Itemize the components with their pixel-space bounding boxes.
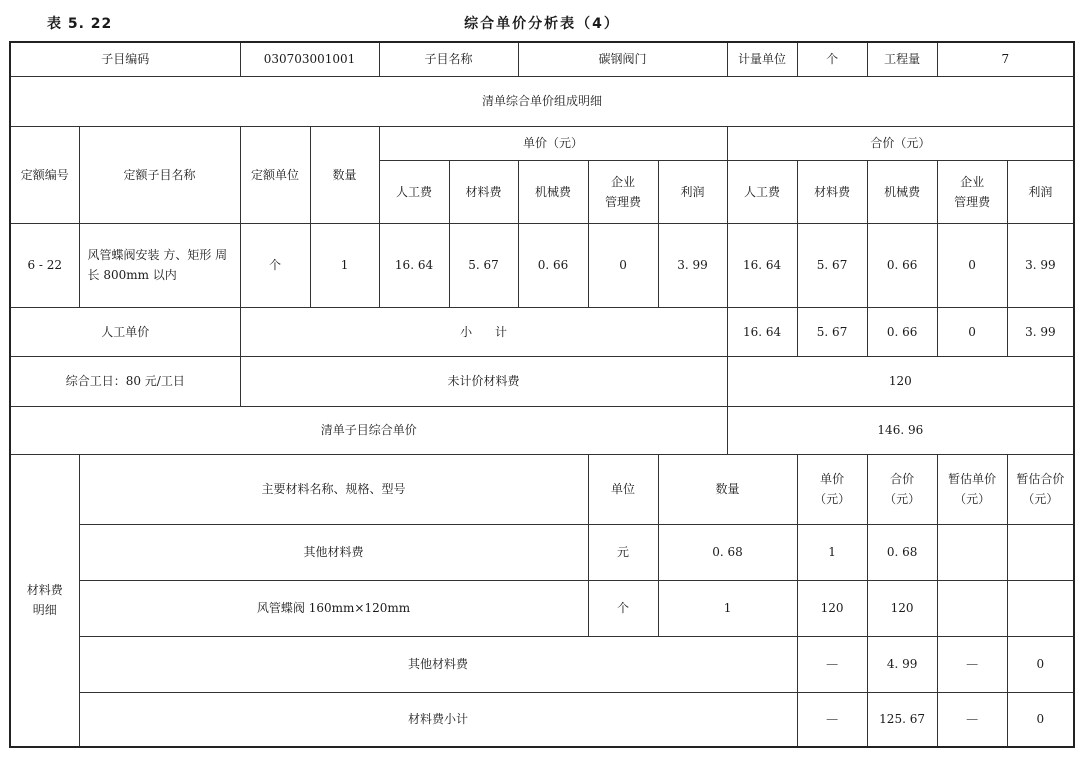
material-row (10, 580, 1074, 636)
unit-machine-value: 0. 66 (518, 223, 588, 307)
col-material-unit-price: 单价 （元） (797, 454, 867, 524)
col-quota-name: 定额子目名称 (79, 126, 240, 223)
col-quantity: 数量 (310, 126, 379, 223)
quota-name: 风管蝶阀安装 方、矩形 周长 800mm 以内 (79, 223, 240, 307)
quantity-value: 7 (937, 42, 1074, 76)
labor-unit-price-label: 人工单价 (10, 307, 240, 356)
col-unit-profit: 利润 (658, 160, 727, 223)
workday-rate: 综合工日：80 元/工日 (10, 356, 240, 406)
material-detail-label: 材料费 明细 (10, 454, 79, 747)
header-row (10, 42, 1074, 76)
table-number: 表 5. 22 (47, 16, 113, 32)
other-material-label: 其他材料费 (79, 636, 797, 692)
material-total: 120 (867, 580, 937, 636)
unpriced-material-value: 120 (727, 356, 1074, 406)
material-est-total (1007, 580, 1074, 636)
col-total-profit: 利润 (1007, 160, 1074, 223)
unpriced-material-row (10, 356, 1074, 406)
col-material-name: 主要材料名称、规格、型号 (79, 454, 588, 524)
material-subtotal-label: 材料费小计 (79, 692, 797, 747)
col-unit-price-group: 单价（元） (379, 126, 727, 160)
col-total-machine: 机械费 (867, 160, 937, 223)
col-unit-labor: 人工费 (379, 160, 449, 223)
other-material-total: 4. 99 (867, 636, 937, 692)
total-machine-value: 0. 66 (867, 223, 937, 307)
total-mgmt-value: 0 (937, 223, 1007, 307)
col-total-labor: 人工费 (727, 160, 797, 223)
material-qty: 1 (658, 580, 797, 636)
unit-labor-value: 16. 64 (379, 223, 449, 307)
quota-no: 6 - 22 (10, 223, 79, 307)
item-name-label: 子目名称 (379, 42, 518, 76)
material-unit-price: 1 (797, 524, 867, 580)
col-material-est-total: 暂估合价 （元） (1007, 454, 1074, 524)
col-quota-unit: 定额单位 (240, 126, 310, 223)
quantity-label: 工程量 (867, 42, 937, 76)
col-quota-no: 定额编号 (10, 126, 79, 223)
material-subtotal-total: 125. 67 (867, 692, 937, 747)
col-total-price-group: 合价（元） (727, 126, 1074, 160)
col-total-material: 材料费 (797, 160, 867, 223)
material-name: 其他材料费 (79, 524, 588, 580)
composite-price-row (10, 406, 1074, 454)
material-name: 风管蝶阀 160mm×120mm (79, 580, 588, 636)
other-material-est-total: 0 (1007, 636, 1074, 692)
col-unit-material: 材料费 (449, 160, 518, 223)
material-unit-price: 120 (797, 580, 867, 636)
material-total: 0. 68 (867, 524, 937, 580)
material-header-row (10, 454, 1074, 524)
material-subtotal-est-unit: — (937, 692, 1007, 747)
col-material-est-unit: 暂估单价 （元） (937, 454, 1007, 524)
other-material-unit-price: — (797, 636, 867, 692)
table-caption (0, 13, 1084, 35)
composite-price-label: 清单子目综合单价 (10, 406, 727, 454)
col-material-qty: 数量 (658, 454, 797, 524)
code-label: 子目编码 (10, 42, 240, 76)
material-row (10, 524, 1074, 580)
composition-title: 清单综合单价组成明细 (10, 76, 1074, 126)
quota-unit: 个 (240, 223, 310, 307)
subtotal-row (10, 307, 1074, 356)
quota-row (10, 223, 1074, 307)
column-header-row-1 (10, 126, 1074, 160)
other-material-est-unit: — (937, 636, 1007, 692)
material-est-unit (937, 524, 1007, 580)
unit-value: 个 (797, 42, 867, 76)
subtotal-profit: 3. 99 (1007, 307, 1074, 356)
unit-mgmt-value: 0 (588, 223, 658, 307)
table-title: 综合单价分析表（4） (464, 16, 620, 32)
unit-price-analysis-table (9, 41, 1075, 748)
material-est-unit (937, 580, 1007, 636)
material-subtotal-est-total: 0 (1007, 692, 1074, 747)
composite-price-value: 146. 96 (727, 406, 1074, 454)
unpriced-material-label: 未计价材料费 (240, 356, 727, 406)
total-labor-value: 16. 64 (727, 223, 797, 307)
other-material-row (10, 636, 1074, 692)
material-est-total (1007, 524, 1074, 580)
subtotal-label: 小 计 (240, 307, 727, 356)
col-material-total: 合价 （元） (867, 454, 937, 524)
unit-material-value: 5. 67 (449, 223, 518, 307)
material-subtotal-unit-price: — (797, 692, 867, 747)
quota-qty: 1 (310, 223, 379, 307)
total-material-value: 5. 67 (797, 223, 867, 307)
subtotal-machine: 0. 66 (867, 307, 937, 356)
subtotal-material: 5. 67 (797, 307, 867, 356)
subtotal-labor: 16. 64 (727, 307, 797, 356)
unit-profit-value: 3. 99 (658, 223, 727, 307)
total-profit-value: 3. 99 (1007, 223, 1074, 307)
code-value: 030703001001 (240, 42, 379, 76)
composition-title-row (10, 76, 1074, 126)
unit-label: 计量单位 (727, 42, 797, 76)
col-unit-machine: 机械费 (518, 160, 588, 223)
material-unit: 个 (588, 580, 658, 636)
col-unit-mgmt: 企业 管理费 (588, 160, 658, 223)
material-qty: 0. 68 (658, 524, 797, 580)
material-unit: 元 (588, 524, 658, 580)
col-material-unit: 单位 (588, 454, 658, 524)
material-subtotal-row (10, 692, 1074, 747)
col-total-mgmt: 企业 管理费 (937, 160, 1007, 223)
subtotal-mgmt: 0 (937, 307, 1007, 356)
item-name-value: 碳钢阀门 (518, 42, 727, 76)
